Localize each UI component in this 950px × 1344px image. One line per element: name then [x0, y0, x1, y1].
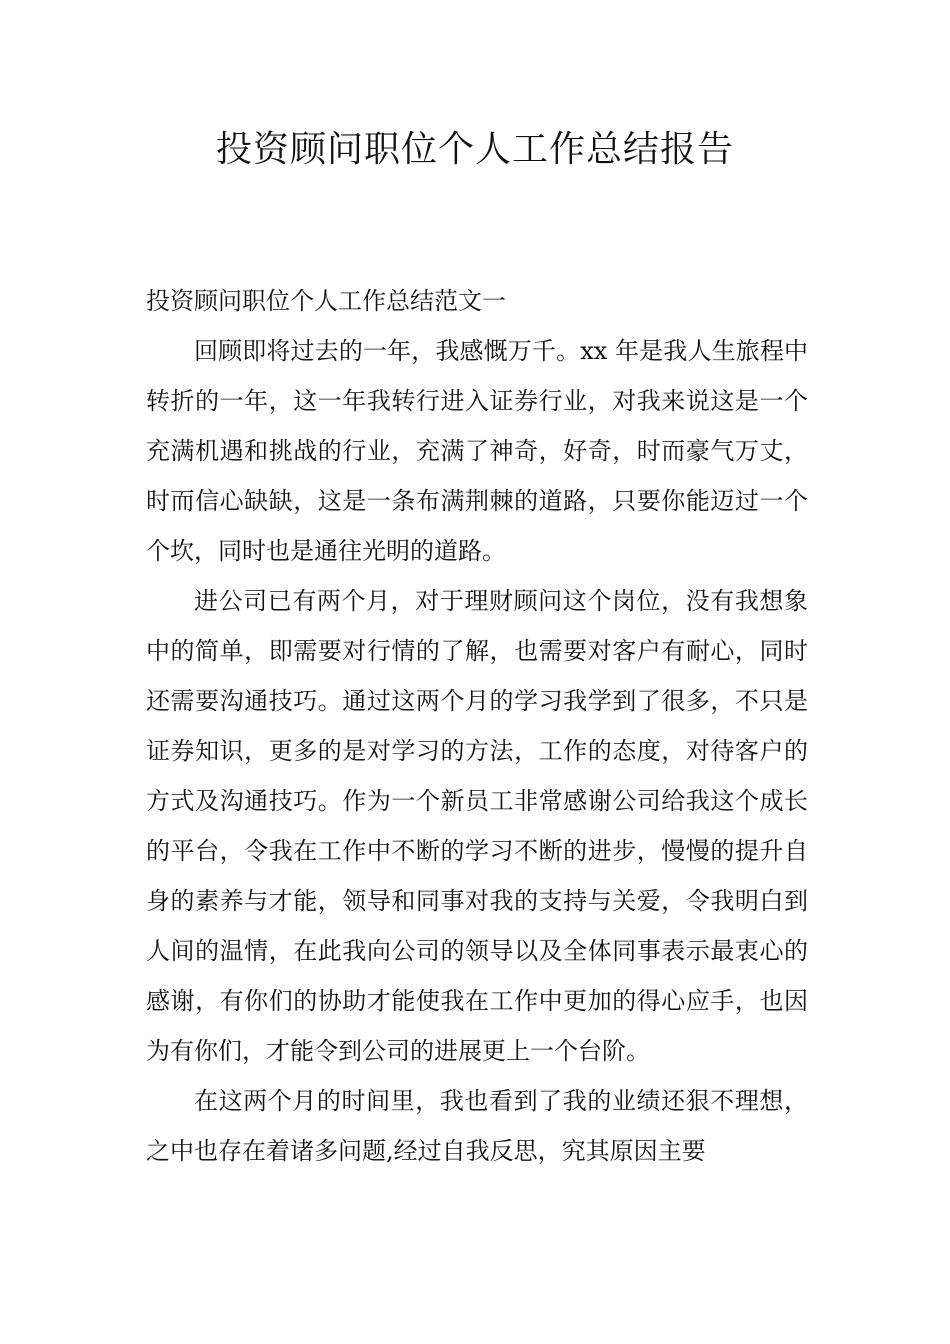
paragraph-1: 回顾即将过去的一年，我感慨万千。xx 年是我人生旅程中转折的一年，这一年我转行进入证券行业，对我来说这是一个充满机遇和挑战的行业，充满了神奇，好奇，时而豪气万丈，时而信心缺缺，这是一条布满荆棘的道路，只要你能迈过一个个坎，同时也是通往光明的道路。: [146, 337, 808, 565]
paragraph-2: 进公司已有两个月，对于理财顾问这个岗位，没有我想象中的简单，即需要对行情的了解，也需要对客户有耐心，同时还需要沟通技巧。通过这两个月的学习我学到了很多，不只是证券知识，更多的是对学习的方法，工作的态度，对待客户的方式及沟通技巧。作为一个新员工非常感谢公司给我这个成长的平台，令我在工作中不断的学习不断的进步，慢慢的提升自身的素养与才能，领导和同事对我的支持与关爱，令我明白到人间的温情，在此我向公司的领导以及全体同事表示最衷心的感谢，有你们的协助才能使我在工作中更加的得心应手，也因为有你们，才能令到公司的进展更上一个台阶。: [146, 587, 808, 1065]
paragraph-3: 在这两个月的时间里，我也看到了我的业绩还狠不理想，之中也存在着诸多问题,经过自我反思，究其原因主要: [146, 1087, 808, 1165]
document-title: 投资顾问职位个人工作总结报告: [215, 129, 734, 170]
section-subtitle: 投资顾问职位个人工作总结范文一: [146, 287, 506, 315]
document-body: [146, 276, 808, 1176]
